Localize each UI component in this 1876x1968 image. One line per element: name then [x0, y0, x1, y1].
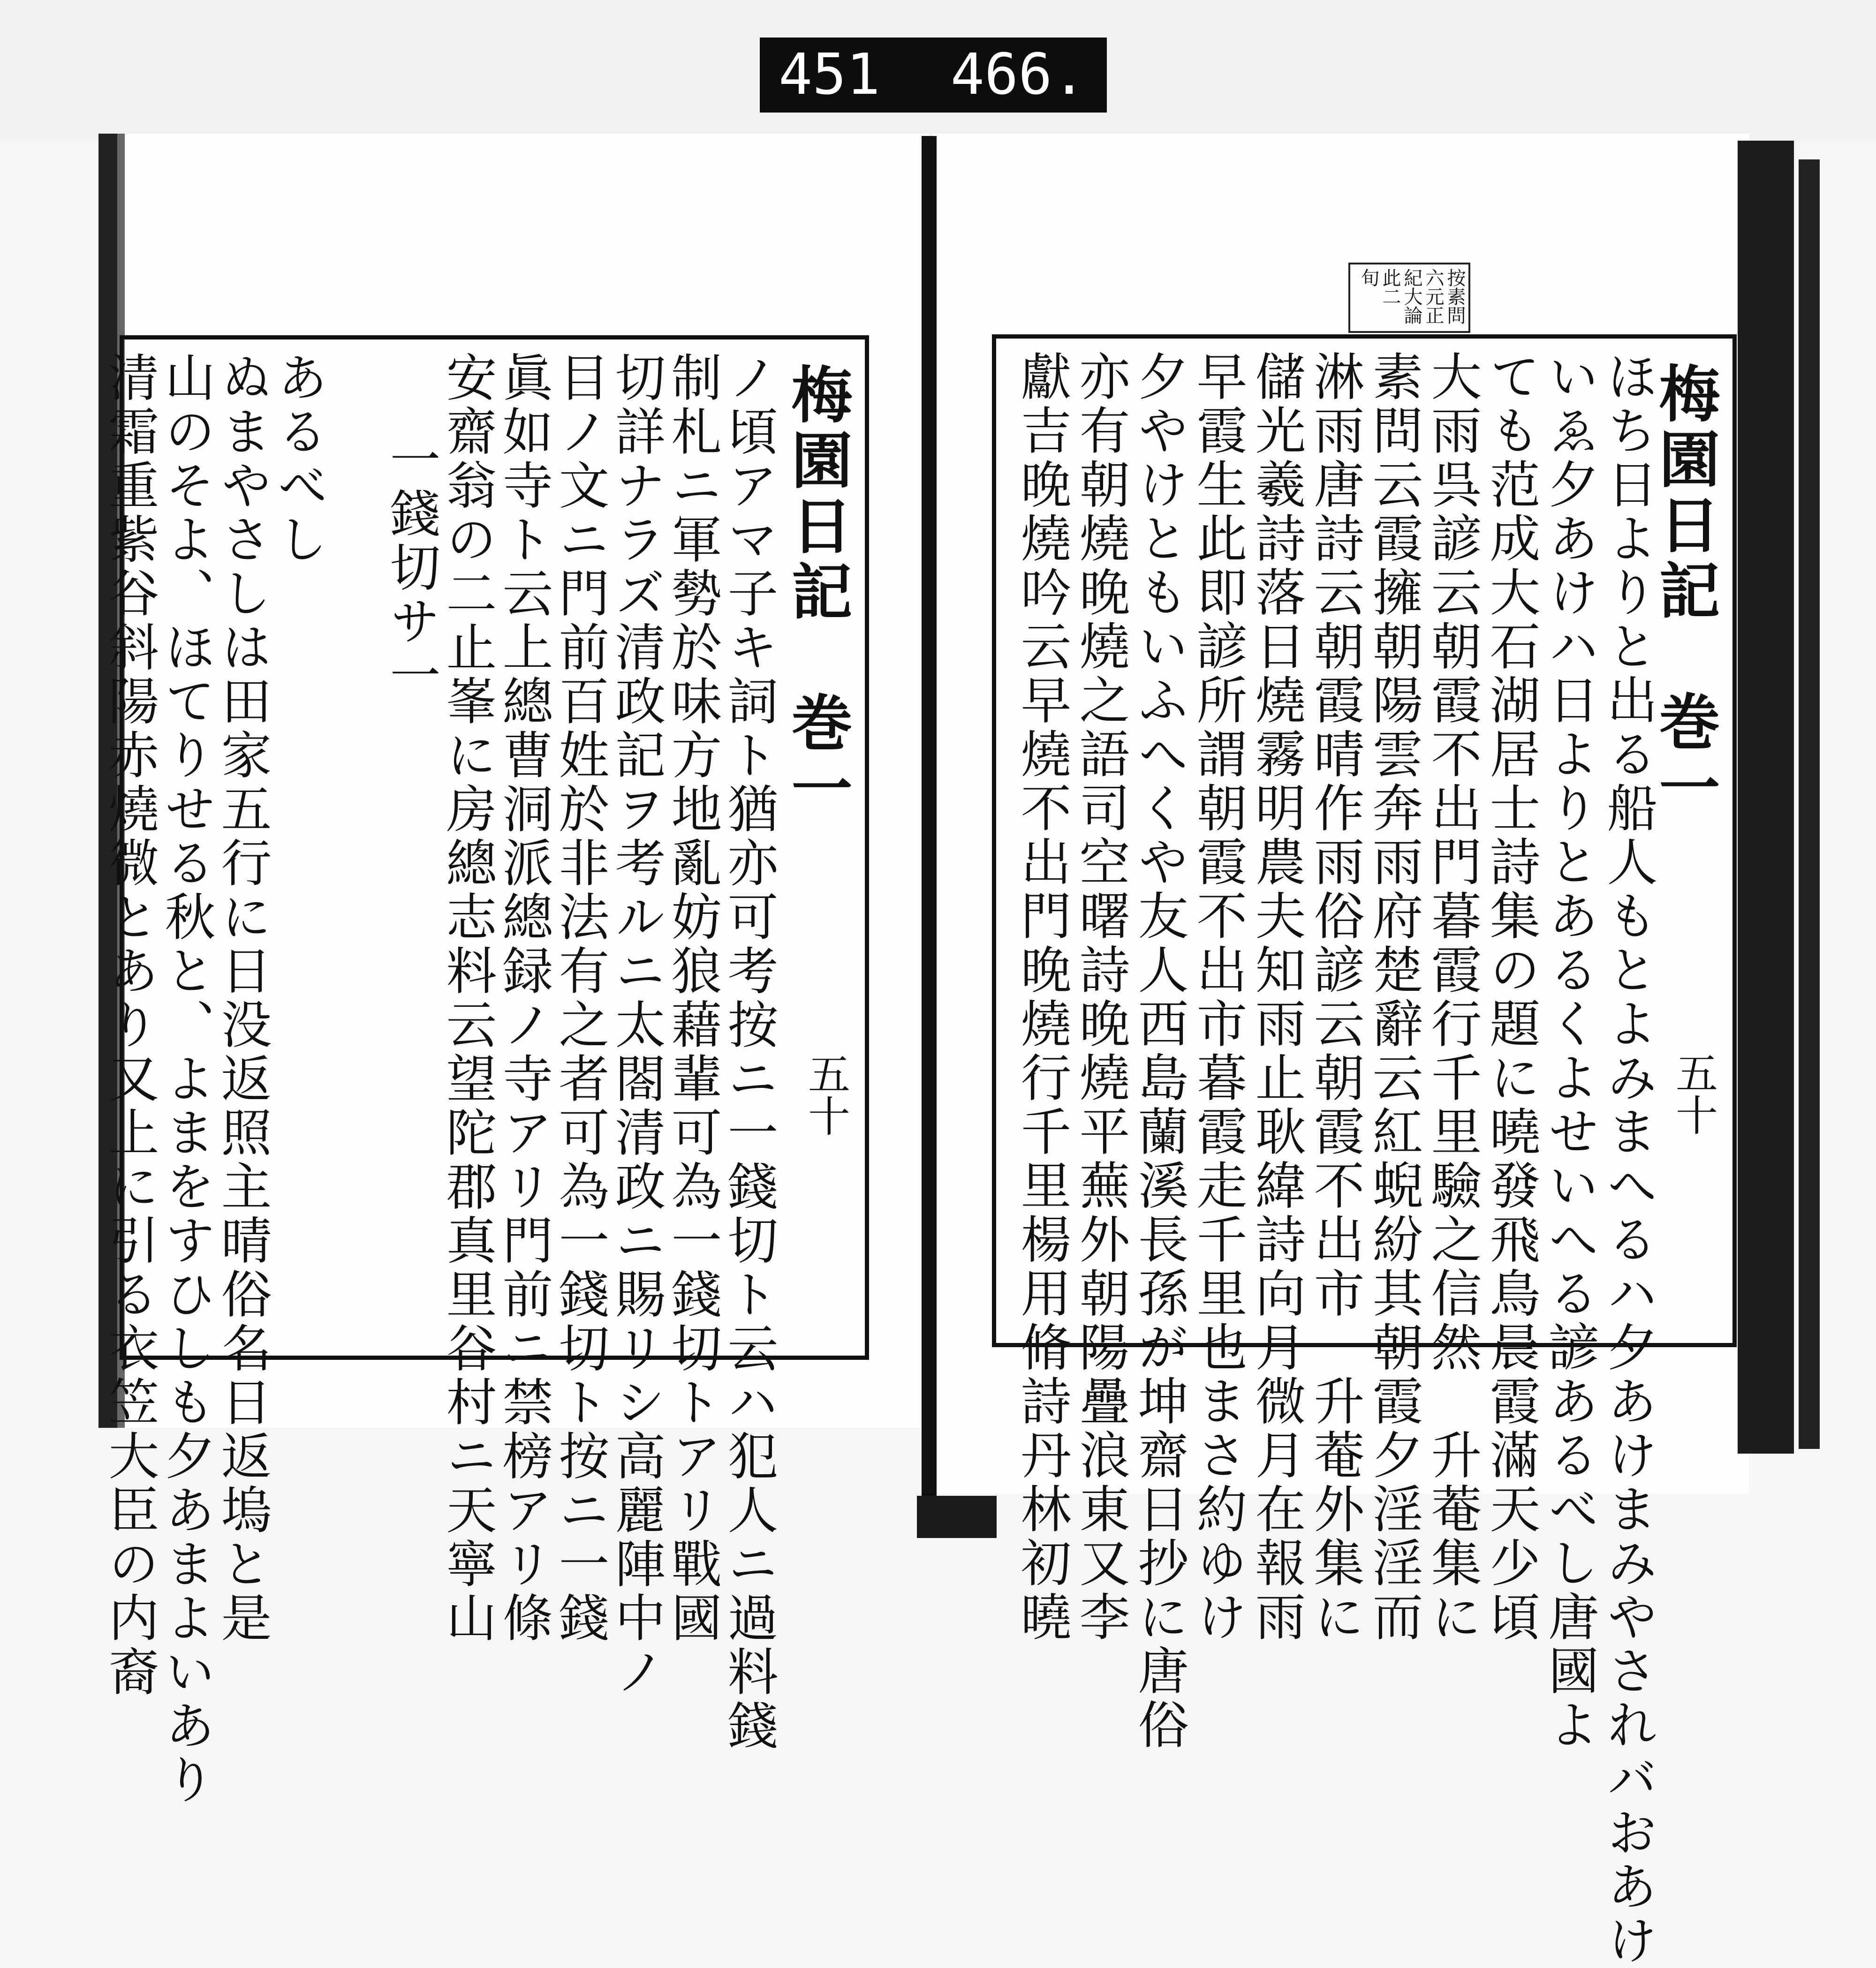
right-column-1: ほち日よりと出る船人もとよみまへるハ夕あけまみやされバおあけ: [1598, 350, 1657, 1968]
left-column-3: ぬまやさしは田家五行に日没返照主晴俗名日返塢と是: [212, 351, 271, 1645]
left-column-12: ノ頃アマ子キ詞ト猶亦可考按ニ一錢切ト云ハ犯人ニ過料錢: [719, 351, 778, 1753]
head-note-line-1: 按素問: [1444, 268, 1466, 324]
head-note-line-3: 紀大論: [1401, 268, 1422, 324]
right-page-number: 五十: [1668, 1051, 1717, 1136]
catalog-number-label: [760, 38, 1107, 113]
right-column-3: ても范成大石湖居士詩集の題に曉發飛鳥晨霞滿天少頃: [1481, 350, 1540, 1644]
right-column-7: 儲光羲詩落日燒霧明農夫知雨止耿緯詩向月微月在報雨: [1247, 350, 1305, 1644]
right-column-11: 獻吉晚燒吟云早燒不出門晚燒行千里楊用脩詩丹林初曉: [1012, 350, 1071, 1644]
right-running-title: 梅園日記 巻一: [1649, 362, 1721, 822]
left-column-2: 山のそよ、ほてりせる秋と、よまをすひしも夕あまよいあり: [156, 351, 215, 1807]
left-column-6: 一錢切サ一: [381, 433, 440, 703]
spine-foot: [917, 1496, 997, 1538]
left-text-frame: [100, 335, 869, 1807]
head-note-box: [1348, 263, 1470, 333]
right-column-6: 淋雨唐詩云朝霞晴作雨俗諺云朝霞不出市 升菴外集に: [1305, 350, 1364, 1644]
left-column-7: 安齋翁の二止峯に房總志料云望陀郡真里谷村ニ天寧山: [438, 351, 496, 1645]
head-note-line-2: 六元正: [1422, 268, 1444, 324]
right-column-5: 素問云霞擁朝陽雲奔雨府楚辭云紅蜺紛其朝霞夕淫淫而: [1364, 350, 1422, 1644]
right-book-edge: [1738, 141, 1794, 1454]
head-note-line-5: 旬: [1358, 268, 1379, 287]
right-column-8: 早霞生此即諺所謂朝霞不出市暮霞走千里也まさ約ゆけ: [1188, 350, 1247, 1644]
left-column-1: 清霜重紫谷斜陽赤燒微とあり又上に引る衣笠大臣の内裔: [100, 351, 159, 1699]
right-column-10: 亦有朝燒晚燒之語司空曙詩晚燒平蕪外朝陽疊浪東又李: [1071, 350, 1129, 1644]
catalog-number-a: 451: [779, 42, 880, 107]
right-column-4: 大雨呉諺云朝霞不出門暮霞行千里驗之信然 升菴集に: [1422, 350, 1481, 1644]
catalog-number-b: 466.: [950, 42, 1086, 107]
left-column-4: あるべし: [269, 351, 327, 567]
right-book-edge-outer: [1799, 159, 1820, 1449]
right-column-2: いゑ夕あけハ日よりとあるくよせいへる諺あるべし唐國よ: [1540, 350, 1598, 1752]
right-column-9: 夕やけともいふへくや友人西島蘭溪長孫が坤齋日抄に唐俗: [1129, 350, 1188, 1752]
left-running-title: 梅園日記 巻一: [781, 363, 853, 822]
left-column-9: 目ノ文ニ門前百姓於非法有之者可為一錢切ト按ニ一錢: [550, 351, 609, 1645]
right-text-frame: [992, 334, 1737, 1968]
left-column-10: 切詳ナラズ清政記ヲ考ルニ太閤清政ニ賜リシ高麗陣中ノ: [606, 351, 665, 1699]
head-note-line-4: 此二: [1379, 268, 1401, 306]
left-page-number: 五十: [801, 1052, 850, 1137]
book-spine: [922, 136, 937, 1510]
left-column-8: 眞如寺ト云上總曹洞派總録ノ寺アリ門前ニ禁榜アリ條: [494, 351, 552, 1645]
left-column-11: 制札ニ軍勢於味方地亂妨狼藉輩可為一錢切トアリ戰國: [663, 351, 721, 1645]
